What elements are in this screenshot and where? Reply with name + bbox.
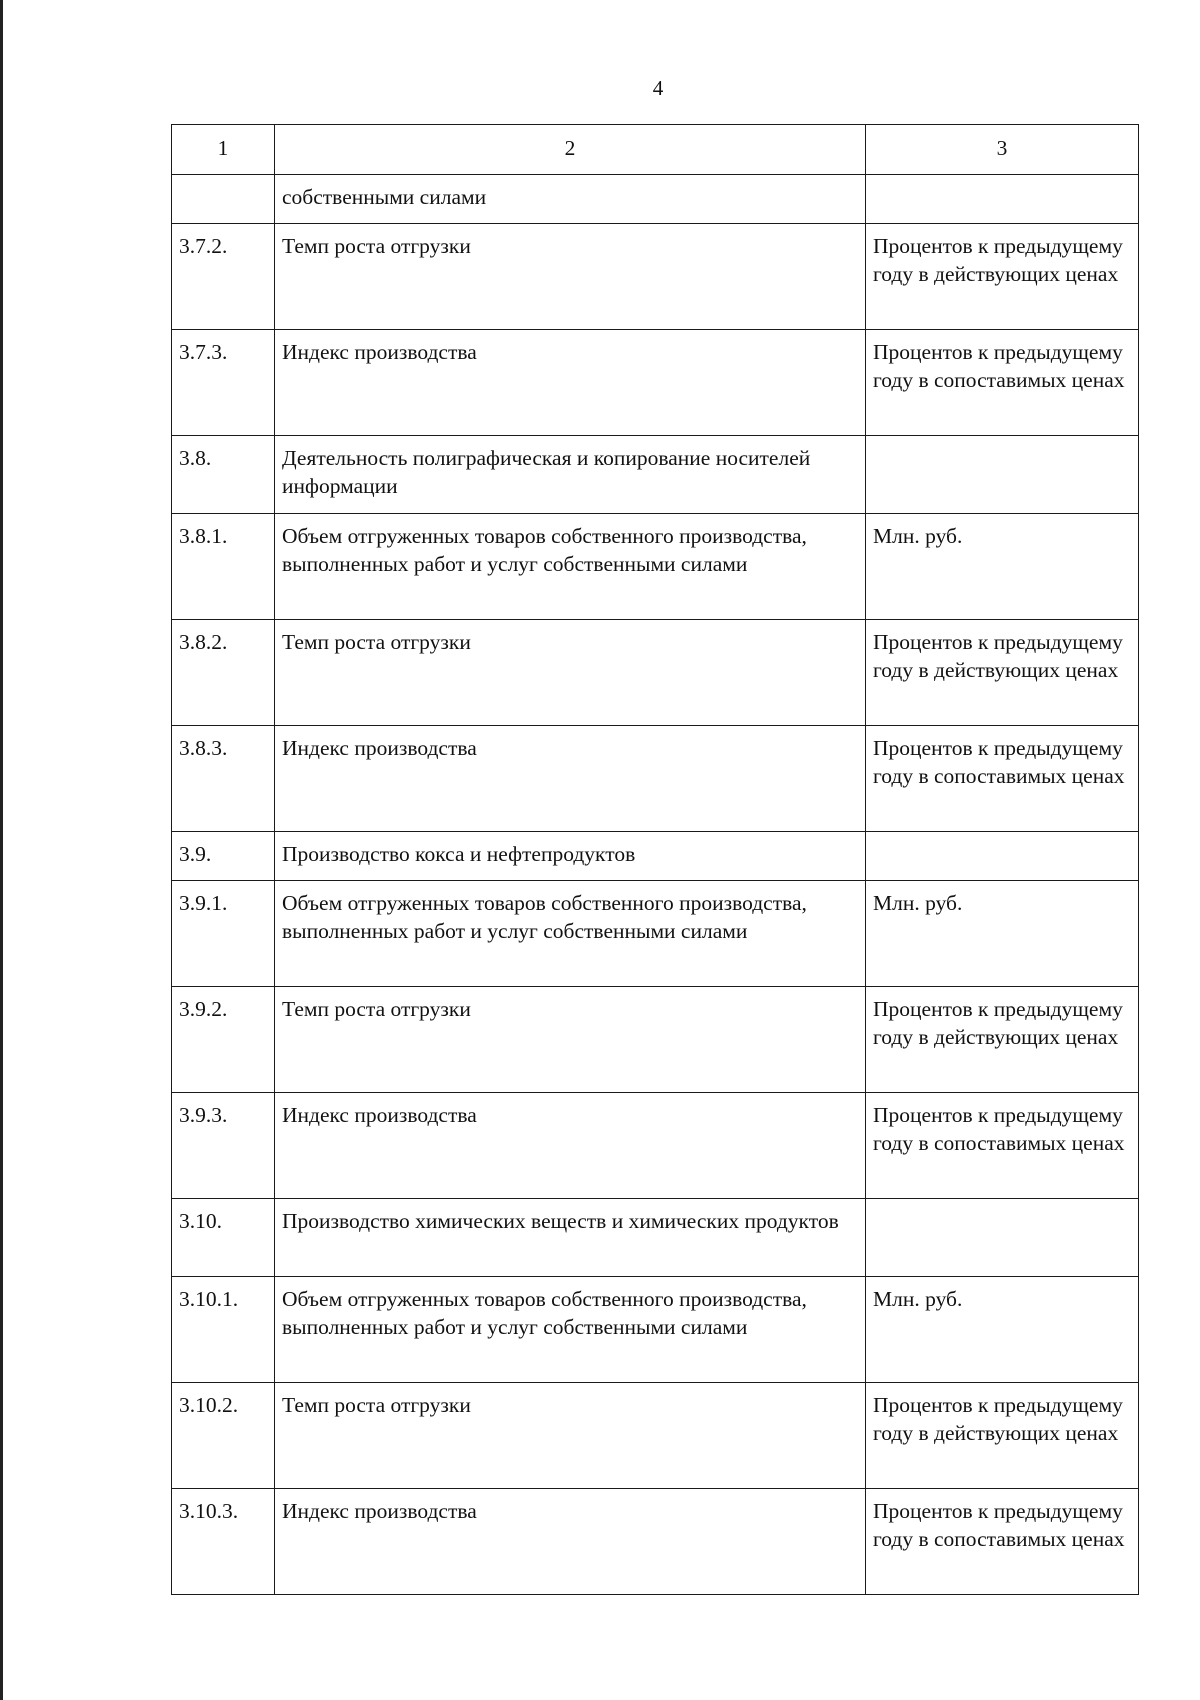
row-unit: Млн. руб. bbox=[866, 1277, 1139, 1383]
column-number-3: 3 bbox=[866, 125, 1139, 175]
row-unit: Процентов к предыдущему году в действующих ценах bbox=[866, 987, 1139, 1093]
row-number bbox=[172, 175, 275, 224]
row-unit: Процентов к предыдущему году в действующих ценах bbox=[866, 224, 1139, 330]
row-number: 3.10.3. bbox=[172, 1489, 275, 1595]
scan-edge bbox=[0, 0, 3, 1700]
row-indicator: Производство кокса и нефтепродуктов bbox=[275, 832, 866, 881]
row-indicator: Деятельность полиграфическая и копирование носителей информации bbox=[275, 436, 866, 514]
table-row bbox=[172, 224, 1139, 330]
row-indicator: Индекс производства bbox=[275, 330, 866, 436]
table-row bbox=[172, 1383, 1139, 1489]
row-number: 3.9.1. bbox=[172, 881, 275, 987]
row-unit: Процентов к предыдущему году в сопоставимых ценах bbox=[866, 1093, 1139, 1199]
row-indicator: Индекс производства bbox=[275, 1093, 866, 1199]
row-indicator: Объем отгруженных товаров собственного производства, выполненных работ и услуг собственными силами bbox=[275, 881, 866, 987]
table-row bbox=[172, 832, 1139, 881]
row-indicator: Объем отгруженных товаров собственного производства, выполненных работ и услуг собственными силами bbox=[275, 514, 866, 620]
table-row bbox=[172, 1093, 1139, 1199]
row-number: 3.7.3. bbox=[172, 330, 275, 436]
row-indicator: Темп роста отгрузки bbox=[275, 987, 866, 1093]
row-unit: Процентов к предыдущему году в сопоставимых ценах bbox=[866, 726, 1139, 832]
table-row bbox=[172, 1199, 1139, 1277]
column-number-1: 1 bbox=[172, 125, 275, 175]
row-number: 3.8.2. bbox=[172, 620, 275, 726]
row-number: 3.10.1. bbox=[172, 1277, 275, 1383]
row-number: 3.9.2. bbox=[172, 987, 275, 1093]
row-indicator: собственными силами bbox=[275, 175, 866, 224]
row-unit bbox=[866, 832, 1139, 881]
row-unit: Млн. руб. bbox=[866, 881, 1139, 987]
row-unit bbox=[866, 175, 1139, 224]
row-number: 3.9. bbox=[172, 832, 275, 881]
row-indicator: Индекс производства bbox=[275, 726, 866, 832]
table-row bbox=[172, 1489, 1139, 1595]
row-indicator: Темп роста отгрузки bbox=[275, 224, 866, 330]
row-unit: Процентов к предыдущему году в действующих ценах bbox=[866, 1383, 1139, 1489]
row-number: 3.10. bbox=[172, 1199, 275, 1277]
row-unit bbox=[866, 436, 1139, 514]
table-row bbox=[172, 881, 1139, 987]
row-number: 3.8. bbox=[172, 436, 275, 514]
row-indicator: Темп роста отгрузки bbox=[275, 620, 866, 726]
row-number: 3.8.1. bbox=[172, 514, 275, 620]
row-number: 3.9.3. bbox=[172, 1093, 275, 1199]
row-unit: Процентов к предыдущему году в сопоставимых ценах bbox=[866, 330, 1139, 436]
row-number: 3.7.2. bbox=[172, 224, 275, 330]
table-header-row bbox=[172, 125, 1139, 175]
table-row bbox=[172, 175, 1139, 224]
table-row bbox=[172, 514, 1139, 620]
row-number: 3.8.3. bbox=[172, 726, 275, 832]
row-indicator: Темп роста отгрузки bbox=[275, 1383, 866, 1489]
page-number: 4 bbox=[652, 76, 664, 100]
row-unit: Процентов к предыдущему году в действующих ценах bbox=[866, 620, 1139, 726]
row-indicator: Объем отгруженных товаров собственного производства, выполненных работ и услуг собственными силами bbox=[275, 1277, 866, 1383]
row-number: 3.10.2. bbox=[172, 1383, 275, 1489]
row-unit: Процентов к предыдущему году в сопоставимых ценах bbox=[866, 1489, 1139, 1595]
row-indicator: Производство химических веществ и химических продуктов bbox=[275, 1199, 866, 1277]
column-number-2: 2 bbox=[275, 125, 866, 175]
table-row bbox=[172, 987, 1139, 1093]
table-row bbox=[172, 436, 1139, 514]
row-unit bbox=[866, 1199, 1139, 1277]
indicators-table bbox=[171, 124, 1139, 1595]
row-unit: Млн. руб. bbox=[866, 514, 1139, 620]
table-row bbox=[172, 1277, 1139, 1383]
table-row bbox=[172, 330, 1139, 436]
row-indicator: Индекс производства bbox=[275, 1489, 866, 1595]
table-row bbox=[172, 726, 1139, 832]
table-row bbox=[172, 620, 1139, 726]
